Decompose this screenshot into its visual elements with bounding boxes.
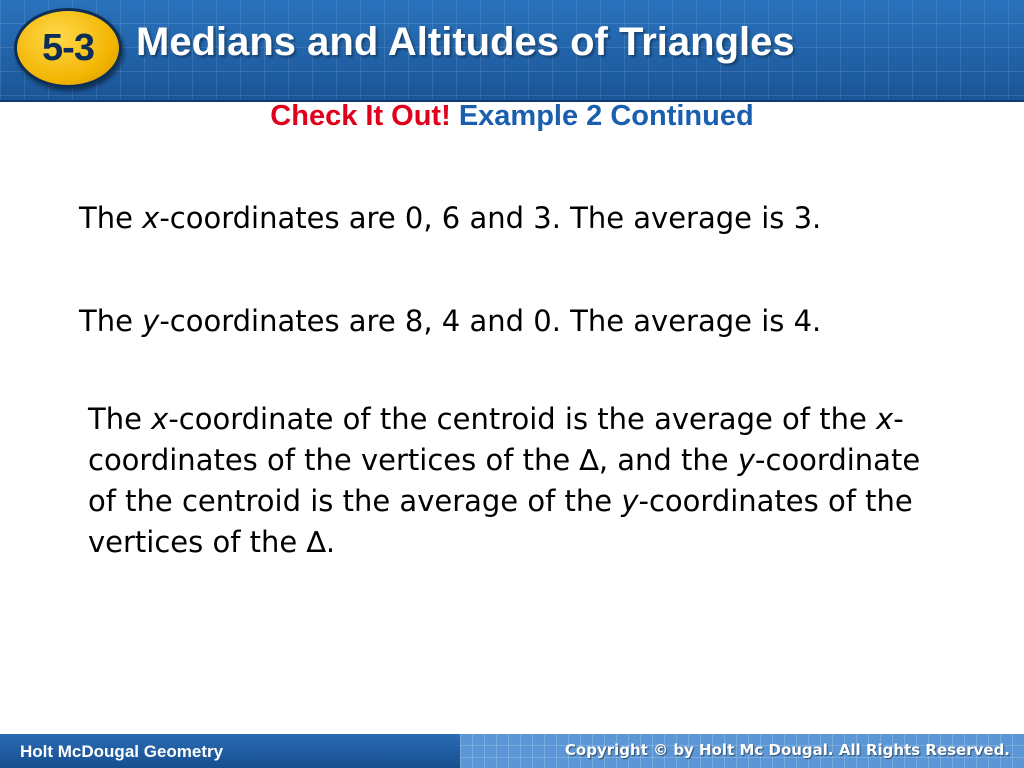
variable-y: y [142, 304, 160, 338]
example-label: Example 2 Continued [458, 100, 754, 132]
lesson-number: 5-3 [42, 26, 94, 69]
variable-x: x [151, 402, 169, 436]
text-segment: The [79, 304, 143, 338]
x-coordinates-paragraph [79, 197, 919, 239]
text-segment: -coordinate of the centroid is the average of the [88, 443, 921, 518]
copyright-notice: Copyright © by Holt Mc Dougal. All Rights Reserved. [564, 741, 1010, 759]
y-coordinates-paragraph [79, 300, 919, 342]
text-segment: The [88, 402, 152, 436]
variable-x: x [142, 201, 160, 235]
lesson-badge [14, 8, 122, 88]
text-segment: -coordinates of the vertices of the ∆, and the [88, 402, 904, 477]
variable-y: y [621, 484, 639, 518]
header-banner [0, 0, 1024, 102]
text-segment: -coordinate of the centroid is the average of the [168, 402, 877, 436]
footer-copyright-panel [460, 734, 1024, 768]
publisher-course-label: Holt McDougal Geometry [20, 742, 224, 761]
text-segment: -coordinates are 8, 4 and 0. The average is 4. [159, 304, 822, 338]
slide-subtitle [0, 100, 1024, 133]
check-it-out-label: Check It Out! [270, 100, 451, 132]
lesson-title: Medians and Altitudes of Triangles [136, 20, 795, 64]
centroid-explanation-paragraph [88, 399, 928, 563]
text-segment: -coordinates are 0, 6 and 3. The average is 3. [159, 201, 822, 235]
text-segment: The [79, 201, 143, 235]
footer-bar [0, 734, 1024, 768]
variable-x: x [876, 402, 894, 436]
text-segment: -coordinates of the vertices of the ∆. [88, 484, 913, 559]
variable-y: y [737, 443, 756, 477]
